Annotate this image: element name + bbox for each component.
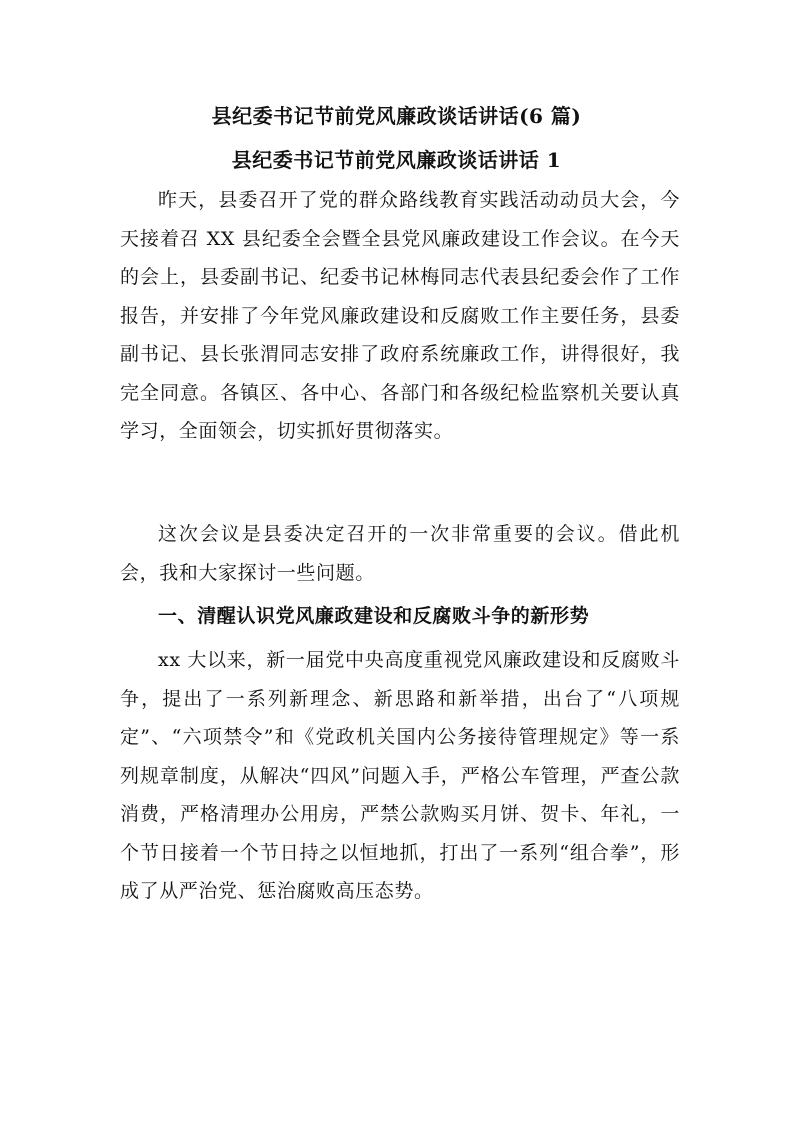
section-title: 县纪委书记节前党风廉政谈话讲话 1 [231,148,562,172]
paragraph-1: 昨天，县委召开了党的群众路线教育实践活动动员大会，今天接着召 XX 县纪委全会暨全县党风廉政建设工作会议。在今天的会上，县委副书记、纪委书记林梅同志代表县纪委会作了工作报告，并安排了今年党风廉政建设和反腐败工作主要任务，县委副书记、县长张渭同志安排了政府系统廉政工作，讲得很好，我完全同意。各镇区、各中心、各部门和各级纪检监察机关要认真学习，全面领会，切实抓好贯彻落实。 [120,189,680,442]
paragraph-3: xx 大以来，新一届党中央高度重视党风廉政建设和反腐败斗争，提出了一系列新理念、新思路和新举措，出台了“八项规定”、“六项禁令”和《党政机关国内公务接待管理规定》等一系列规章制度，从解决“四风”问题入手，严格公车管理，严查公款消费，严格清理办公用房，严禁公款购买月饼、贺卡、年礼，一个节日接着一个节日持之以恒地抓，打出了一系列“组合拳”，形成了从严治党、惩治腐败高压态势。 [120,649,680,902]
document-title: 县纪委书记节前党风廉政谈话讲话(6 篇) [211,104,582,128]
heading-1: 一、清醒认识党风廉政建设和反腐败斗争的新形势 [158,605,590,627]
paragraph-2: 这次会议是县委决定召开的一次非常重要的会议。借此机会，我和大家探讨一些问题。 [120,523,680,584]
